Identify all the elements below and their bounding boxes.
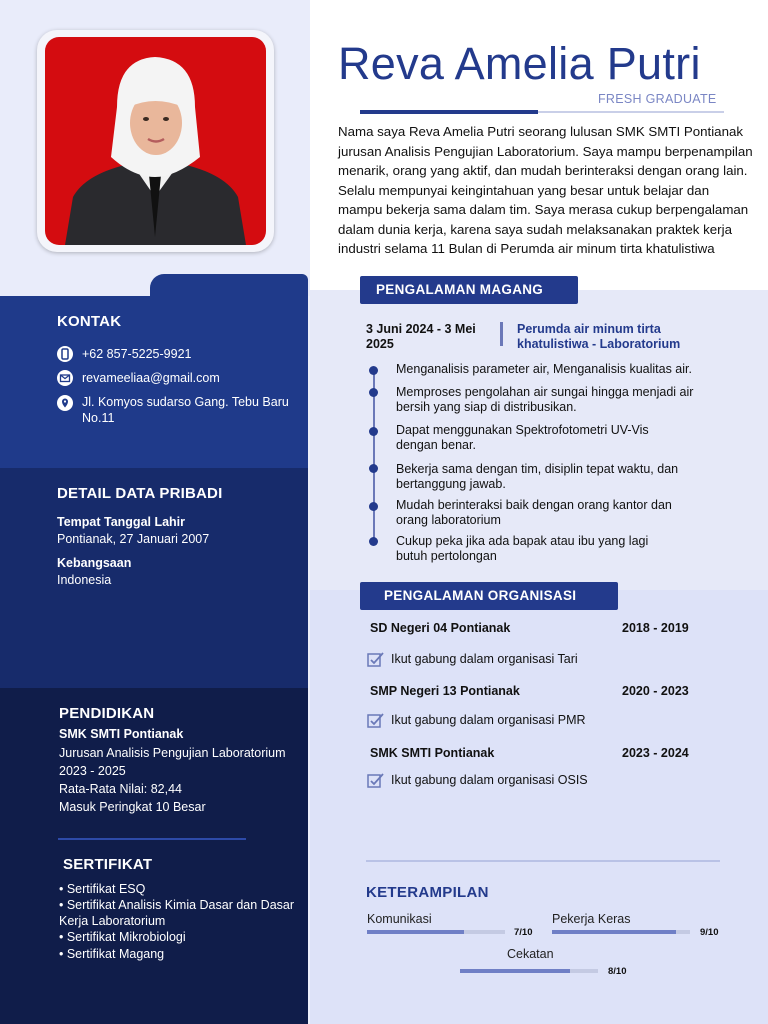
full-name: Reva Amelia Putri <box>338 38 701 89</box>
skill-bar <box>367 930 505 934</box>
internship-task: Menganalisis parameter air, Menganalisis kualitas air. <box>396 362 692 376</box>
timeline-dot <box>369 464 378 473</box>
contact-phone[interactable]: +62 857-5225-9921 <box>82 347 192 361</box>
timeline-dot <box>369 502 378 511</box>
timeline-dot <box>369 427 378 436</box>
internship-task-cont: dengan benar. <box>396 438 476 452</box>
skill-score: 7/10 <box>514 927 533 938</box>
check-icon <box>367 713 384 728</box>
internship-task-cont: bersih yang siap di distribusikan. <box>396 400 577 414</box>
skill-bar-fill <box>367 930 464 934</box>
certificate-item: • Sertifikat Mikrobiologi <box>59 930 186 944</box>
certificate-item: • Sertifikat ESQ <box>59 882 146 896</box>
profile-photo-frame <box>37 30 274 252</box>
internship-task: Mudah berinteraksi baik dengan orang kantor dan <box>396 498 672 512</box>
internship-place-line2: khatulistiwa - Laboratorium <box>517 337 681 351</box>
internship-task-cont: bertanggung jawab. <box>396 477 506 491</box>
internship-task: Cukup peka jika ada bapak atau ibu yang lagi <box>396 534 649 548</box>
skill-bar-fill <box>460 969 570 973</box>
org-desc: Ikut gabung dalam organisasi PMR <box>391 713 586 727</box>
name-underline-light <box>538 111 724 113</box>
email-icon <box>57 370 73 386</box>
skills-title: KETERAMPILAN <box>366 884 489 901</box>
internship-task-cont: butuh pertolongan <box>396 549 497 563</box>
education-gpa: Rata-Rata Nilai: 82,44 <box>59 782 182 796</box>
internship-task-cont: orang laboratorium <box>396 513 501 527</box>
org-school: SMP Negeri 13 Pontianak <box>370 684 520 698</box>
education-years: 2023 - 2025 <box>59 764 126 778</box>
internship-task: Memproses pengolahan air sungai hingga menjadi air <box>396 385 694 399</box>
org-school: SD Negeri 04 Pontianak <box>370 621 511 635</box>
internship-task: Dapat menggunakan Spektrofotometri UV-Vis <box>396 423 649 437</box>
left-divider <box>58 838 246 840</box>
skill-name: Komunikasi <box>367 912 432 926</box>
birth-value: Pontianak, 27 Januari 2007 <box>57 532 210 546</box>
organization-title: PENGALAMAN ORGANISASI <box>360 582 618 610</box>
certificate-item: • Sertifikat Analisis Kimia Dasar dan Dasar <box>59 898 295 912</box>
skill-bar <box>552 930 690 934</box>
certificate-title: SERTIFIKAT <box>63 856 153 873</box>
org-desc: Ikut gabung dalam organisasi OSIS <box>391 773 588 787</box>
internship-date-line1: 3 Juni 2024 - 3 Mei <box>366 322 476 336</box>
decor-tab <box>150 274 308 298</box>
check-icon <box>367 652 384 667</box>
education-major: Jurusan Analisis Pengujian Laboratorium <box>59 746 286 760</box>
name-underline <box>360 110 538 114</box>
org-desc: Ikut gabung dalam organisasi Tari <box>391 652 578 666</box>
education-school: SMK SMTI Pontianak <box>59 727 184 741</box>
profile-photo-illustration <box>45 37 266 245</box>
contact-address-line2: No.11 <box>82 411 115 425</box>
profile-photo <box>45 37 266 245</box>
location-icon <box>57 395 73 411</box>
skill-name: Pekerja Keras <box>552 912 631 926</box>
org-years: 2020 - 2023 <box>622 684 689 698</box>
about-paragraph: Nama saya Reva Amelia Putri seorang lulusan SMK SMTI Pontianak jurusan Analisis Pengujian Laboratorium. Saya mampu berpenampilan menarik, orang yang aktif, dan mudah berinteraksi dengan orang lain. Selalu mempunyai keingintahuan yang besar untuk belajar dan mampu bekerja sama dalam tim. Saya merasa cukup berpengalaman dalam dunia kerja, karena saya sudah melaksanakan praktek kerja industri selama 11 Bulan di Perumda air minum tirta khatulistiwa <box>338 124 753 256</box>
internship-place-line1: Perumda air minum tirta <box>517 322 661 336</box>
check-icon <box>367 773 384 788</box>
personal-detail-title: DETAIL DATA PRIBADI <box>57 485 223 502</box>
skill-score: 8/10 <box>608 966 627 977</box>
internship-divider <box>500 322 503 346</box>
timeline-dot <box>369 366 378 375</box>
certificate-item: • Sertifikat Magang <box>59 947 165 961</box>
org-years: 2018 - 2019 <box>622 621 689 635</box>
internship-date-line2: 2025 <box>366 337 394 351</box>
skill-bar-fill <box>552 930 676 934</box>
subtitle: FRESH GRADUATE <box>598 92 717 106</box>
certificate-item: Kerja Laboratorium <box>59 914 166 928</box>
internship-task: Bekerja sama dengan tim, disiplin tepat waktu, dan <box>396 462 679 476</box>
education-rank: Masuk Peringkat 10 Besar <box>59 800 206 814</box>
internship-title: PENGALAMAN MAGANG <box>360 276 578 304</box>
nationality-label: Kebangsaan <box>57 556 132 570</box>
skill-bar <box>460 969 598 973</box>
contact-title: KONTAK <box>57 313 122 330</box>
org-years: 2023 - 2024 <box>622 746 689 760</box>
contact-address-line1: Jl. Komyos sudarso Gang. Tebu Baru <box>82 395 289 409</box>
birth-label: Tempat Tanggal Lahir <box>57 515 186 529</box>
skill-score: 9/10 <box>700 927 719 938</box>
education-title: PENDIDIKAN <box>59 705 155 722</box>
timeline-dot <box>369 388 378 397</box>
org-school: SMK SMTI Pontianak <box>370 746 495 760</box>
timeline-dot <box>369 537 378 546</box>
skill-name: Cekatan <box>507 947 554 961</box>
nationality-value: Indonesia <box>57 573 112 587</box>
right-divider <box>366 860 720 862</box>
contact-email[interactable]: revameeliaa@gmail.com <box>82 371 220 385</box>
phone-icon <box>57 346 73 362</box>
